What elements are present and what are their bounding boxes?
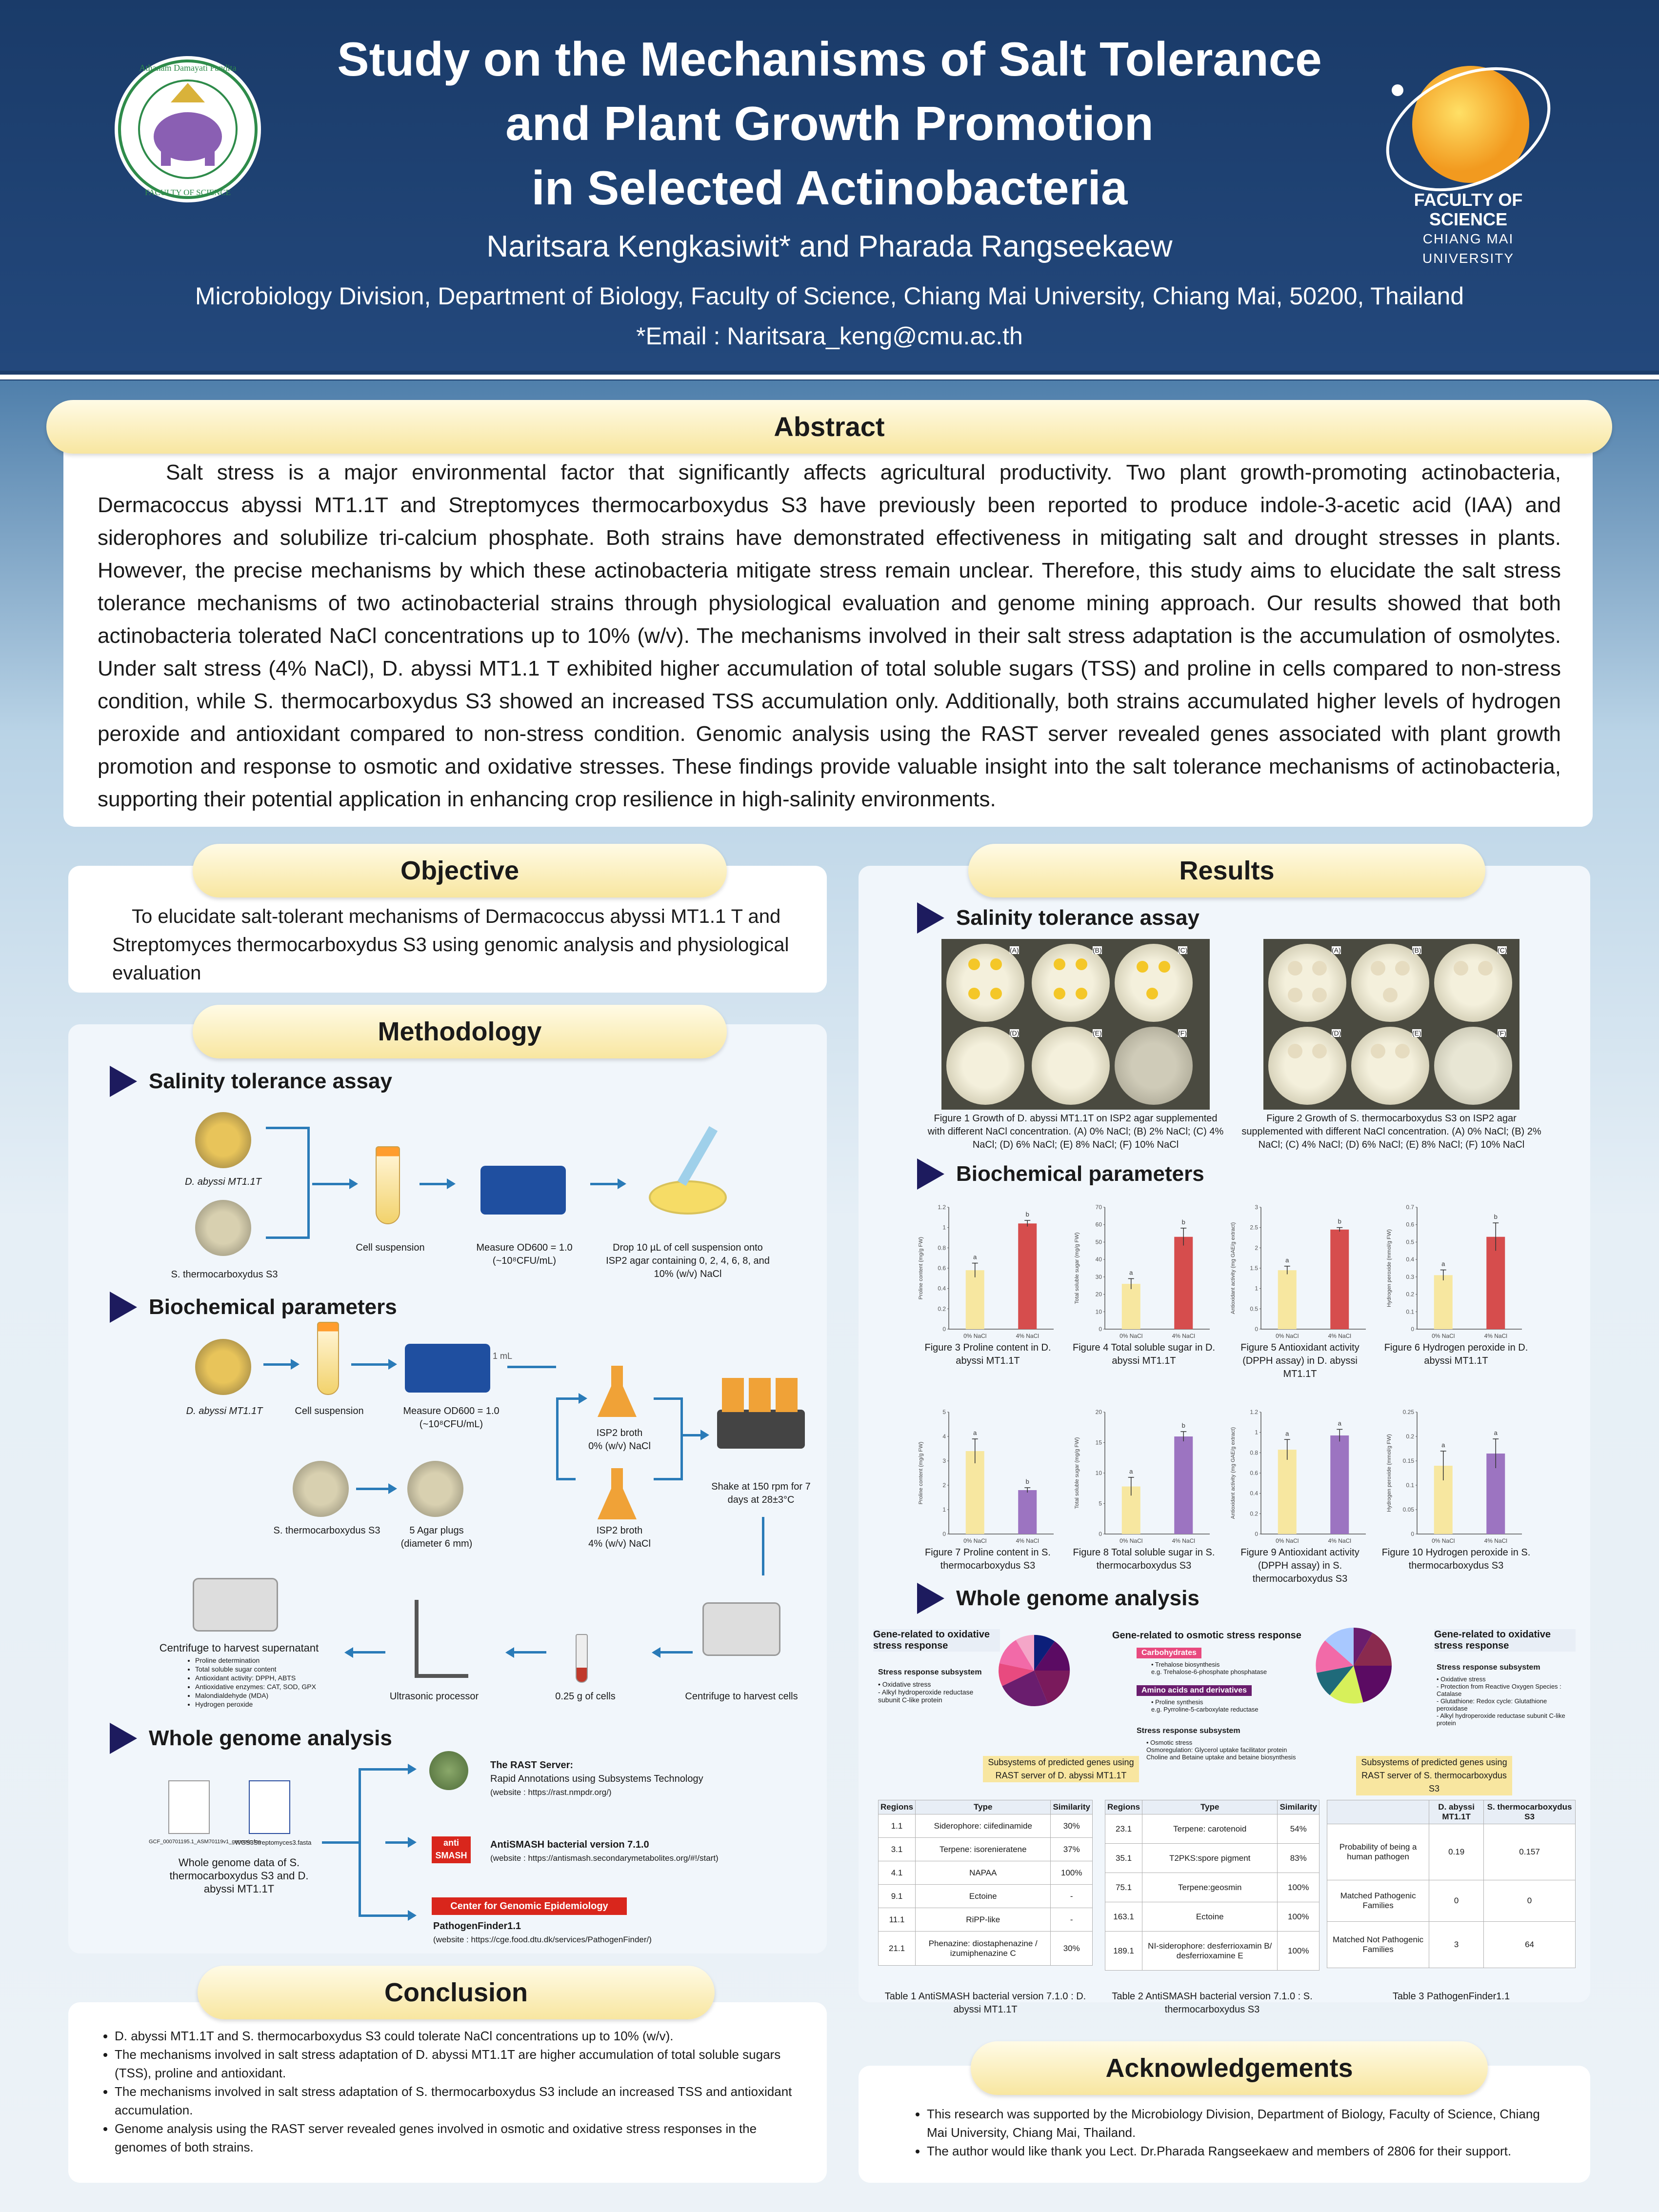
pie-chart-d-abyssi: [998, 1632, 1071, 1710]
figure-caption: Figure 8 Total soluble sugar in S. thermocarboxydus S3: [1073, 1547, 1215, 1571]
y-axis-label: Antioxidant activity (mg GAE/g extract): [1230, 1222, 1236, 1315]
arrow-right: [385, 1768, 415, 1771]
bar: [1174, 1237, 1193, 1329]
method-salinity-heading: Salinity tolerance assay: [110, 1066, 392, 1097]
osm-amino-items: • Proline synthesis e.g. Pyrroline-5-carboxylate reductase: [1151, 1698, 1259, 1713]
significance-letter: a: [1441, 1441, 1445, 1449]
objective-heading: Objective: [193, 844, 727, 897]
y-tick-label: 0.5: [1406, 1238, 1414, 1246]
abstract-text: Salt stress is a major environmental factor that significantly affects agricultural productivity. Two plant growth-promoting actinobacteria, Dermacoccus abyssi MT1.1T and Streptomyces thermocarboxydus S3 have previously been reported to produce indole-3-acetic acid (IAA) and siderophores and solubilize tri-calcium phosphate. Both strains have demonstrated effectiveness in mitigating salt and drought stresses in plants. However, the precise mechanisms by which these actinobacteria mitigate stress remain unclear. Therefore, this study aims to elucidate the salt stress tolerance mechanisms of two actinobacterial strains through physiological evaluation and genome mining approach. Our results showed that both actinobacteria tolerated NaCl concentrations up to 10% (w/v). The mechanisms involved in their salt stress adaptation is the accumulation of osmolytes. Under salt stress (4% NaCl), D. abyssi MT1.1 T exhibited higher accumulation of total soluble sugars (TSS) and proline in cells compared to non-stress condition, while S. thermocarboxydus S3 showed an increased TSS accumulation only. Additionally, both strains accumulated higher levels of hydrogen peroxide and antioxidant compared to non-stress condition. Genomic analysis using the RAST server revealed genes associated with plant growth promotion and response to osmotic and oxidative stresses. These findings provide valuable insight into the salt tolerance mechanisms of actinobacteria, supporting their potential application in enhancing crop resilience in high-salinity environments.: [98, 460, 1561, 811]
plate-s-thermo: [195, 1200, 251, 1256]
y-tick-label: 1: [1255, 1285, 1258, 1292]
y-axis-label: Proline content (mg/g FW): [918, 1441, 924, 1505]
arrow-right: [683, 1434, 707, 1436]
antismash-info: AntiSMASH bacterial version 7.1.0 (website : https://antismash.secondarymetabolites.org/#!/start): [490, 1839, 719, 1863]
bar: [1278, 1270, 1297, 1329]
triangle-icon: [917, 1158, 944, 1190]
y-tick-label: 70: [1095, 1204, 1102, 1211]
y-tick-label: 0.1: [1406, 1482, 1414, 1489]
label-cells: 0.25 g of cells: [555, 1691, 616, 1702]
tube-cells-icon: [576, 1634, 588, 1683]
y-tick-label: 0.2: [938, 1305, 946, 1313]
affiliation: Microbiology Division, Department of Biology, Faculty of Science, Chiang Mai University, Chiang Mai, 50200, Thailand: [195, 282, 1464, 310]
triangle-icon: [110, 1066, 137, 1097]
plate-agar-plugs: [407, 1461, 463, 1517]
figure-caption: Figure 5 Antioxidant activity (DPPH assay) in D. abyssi MT1.1T: [1240, 1342, 1359, 1379]
x-tick-label: 0% NaCl: [1276, 1537, 1299, 1544]
plate-label-e: (E): [1093, 1029, 1102, 1037]
bar: [1330, 1230, 1349, 1329]
label-shake: Shake at 150 rpm for 7 days at 28±3°C: [711, 1481, 811, 1505]
bar: [1434, 1275, 1453, 1329]
significance-letter: b: [1025, 1478, 1029, 1485]
y-tick-label: 0: [1099, 1531, 1102, 1537]
arrow-right: [312, 1183, 356, 1185]
significance-letter: a: [1129, 1269, 1133, 1276]
x-tick-label: 4% NaCl: [1172, 1333, 1195, 1339]
y-tick-label: 0: [1255, 1326, 1258, 1333]
y-tick-label: 10: [1095, 1470, 1102, 1476]
label-centrifuge-cells: Centrifuge to harvest cells: [685, 1691, 798, 1702]
x-tick-label: 4% NaCl: [1328, 1333, 1351, 1339]
y-axis-label: Antioxidant activity (mg GAE/g extract): [1230, 1427, 1236, 1519]
faculty-text: FACULTY OF SCIENCE CHIANG MAI UNIVERSITY: [1414, 190, 1523, 266]
plate: [1434, 1027, 1512, 1105]
x-tick-label: 0% NaCl: [963, 1537, 987, 1544]
svg-text:FACULTY OF SCIENCE: FACULTY OF SCIENCE: [144, 188, 231, 197]
cge-badge: Center for Genomic Epidemiology: [432, 1897, 627, 1915]
method-bio-heading: Biochemical parameters: [110, 1292, 397, 1323]
figure-caption: Figure 3 Proline content in D. abyssi MT1.1T: [924, 1342, 1051, 1366]
y-tick-label: 5: [942, 1409, 946, 1415]
plate-label-b: (B): [1412, 946, 1421, 954]
table3-caption: Table 3 PathogenFinder1.1: [1392, 1991, 1510, 2002]
x-tick-label: 4% NaCl: [1484, 1333, 1507, 1339]
significance-letter: a: [973, 1429, 977, 1436]
y-tick-label: 0.4: [1250, 1490, 1258, 1497]
plate-d-abyssi: [195, 1339, 251, 1395]
plate-label-c: (C): [1498, 946, 1507, 954]
label-drop: Drop 10 µL of cell suspension onto ISP2 agar containing 0, 2, 4, 6, 8, and 10% (w/v) NaCl: [606, 1242, 770, 1279]
plate: [1268, 1027, 1346, 1105]
label-1ml: 1 mL: [493, 1351, 513, 1361]
y-tick-label: 0.25: [1402, 1409, 1414, 1415]
figure-caption: Figure 9 Antioxidant activity (DPPH assay) in S. thermocarboxydus S3: [1240, 1547, 1359, 1584]
bar: [1278, 1450, 1297, 1534]
y-tick-label: 0: [1099, 1326, 1102, 1333]
fig2-plates: [1263, 939, 1519, 1110]
results-bio-heading: Biochemical parameters: [917, 1158, 1204, 1190]
plate: [1032, 1027, 1110, 1105]
osm-amino: Amino acids and derivatives: [1137, 1685, 1252, 1696]
svg-text:Athanam Damayati Pandita: Athanam Damayati Pandita: [139, 63, 237, 73]
y-tick-label: 0: [1255, 1531, 1258, 1537]
arrow-right: [263, 1363, 298, 1366]
y-tick-label: 3: [942, 1457, 946, 1464]
label-cell-suspension: Cell suspension: [295, 1406, 364, 1416]
plate: [1434, 944, 1512, 1022]
x-tick-label: 0% NaCl: [1432, 1333, 1455, 1339]
pie1-title: Gene-related to oxidative stress response: [873, 1629, 1000, 1652]
pie-chart-s-thermo: [1315, 1624, 1393, 1707]
email: *Email : Naritsara_keng@cmu.ac.th: [636, 322, 1023, 350]
y-tick-label: 0.7: [1406, 1204, 1414, 1211]
x-tick-label: 4% NaCl: [1172, 1537, 1195, 1544]
supernatant-list: • Proline determination • Total soluble sugar content • Antioxidant activity: DPPH, ABTS • Antioxidative enzymes: CAT, SOD, GPX • Malondialdehyde (MDA) • Hydrogen peroxide: [176, 1656, 316, 1709]
petri-dish-icon: [649, 1180, 727, 1215]
file1-name: GCF_000701195.1_ASM70119v1_genomic.fna: [149, 1839, 261, 1845]
figure-caption: Figure 7 Proline content in S. thermocarboxydus S3: [925, 1547, 1051, 1571]
centrifuge-icon: [193, 1578, 278, 1632]
bar: [1018, 1490, 1037, 1534]
bar: [1122, 1284, 1140, 1329]
tube-icon: [376, 1146, 400, 1224]
y-tick-label: 0: [1411, 1531, 1414, 1537]
results-heading: Results: [968, 844, 1485, 897]
osm-stress: Stress response subsystem: [1137, 1727, 1240, 1735]
methodology-heading: Methodology: [193, 1005, 727, 1058]
y-axis-label: Total soluble sugar (mg/g FW): [1074, 1232, 1080, 1304]
bar-chart-10: [1383, 1402, 1529, 1563]
tube-icon: [317, 1322, 339, 1395]
y-tick-label: 1.2: [938, 1204, 946, 1211]
y-tick-label: 0.3: [1406, 1273, 1414, 1280]
y-axis-label: Hydrogen peroxide (mmol/g FW): [1386, 1229, 1392, 1307]
figure-caption: Figure 4 Total soluble sugar in D. abyssi MT1.1T: [1072, 1342, 1215, 1366]
osm-stress-items: • Osmotic stress Osmoregulation: Glycerol uptake facilitator protein Choline and Betaine uptake and betaine biosynthesis: [1146, 1739, 1296, 1761]
bar-chart-5: [1227, 1197, 1373, 1358]
bracket-line: [266, 1127, 310, 1239]
split-line: [507, 1366, 556, 1368]
significance-letter: b: [1181, 1218, 1185, 1226]
plate-label-e: (E): [1412, 1029, 1421, 1037]
arrow-right: [351, 1363, 395, 1366]
y-tick-label: 1.2: [1250, 1409, 1258, 1415]
plate-label-f: (F): [1178, 1029, 1187, 1037]
bar-chart-4: [1071, 1197, 1217, 1358]
label-isp-0: ISP2 broth 0% (w/v) NaCl: [588, 1428, 651, 1452]
pie2-caption: Subsystems of predicted genes using RAST server of S. thermocarboxydus S3: [1356, 1756, 1512, 1795]
plate: [1268, 944, 1346, 1022]
y-tick-label: 0.5: [1250, 1305, 1258, 1313]
figure-caption: Figure 6 Hydrogen peroxide in D. abyssi MT1.1T: [1384, 1342, 1528, 1366]
pie2-title: Gene-related to oxidative stress response: [1434, 1629, 1576, 1652]
pie1-sub: Stress response subsystem: [878, 1668, 982, 1676]
significance-letter: b: [1025, 1211, 1029, 1218]
y-tick-label: 15: [1095, 1439, 1102, 1446]
x-tick-label: 0% NaCl: [1432, 1537, 1455, 1544]
table-antismash-d-abyssi: Regions Type Similarity 1.1 Siderophore: ciifedinamide 30% 3.1 Terpene: isorenieratene 37% 4.1 NAPAA 100% 9.1 Ectoine - 11.1 RiPP-like - 21.1 Phenazine: diostaphenazine / izumiphenazine C 30%: [878, 1800, 1093, 1966]
y-tick-label: 0.8: [1250, 1449, 1258, 1456]
triangle-icon: [110, 1723, 137, 1754]
abstract-heading: Abstract: [46, 400, 1612, 454]
plate-label-a: (A): [1332, 946, 1341, 954]
file-icon: [168, 1780, 210, 1834]
plate-d-abyssi: [195, 1112, 251, 1168]
shaker-icon: [717, 1410, 805, 1449]
centrifuge-icon: [702, 1602, 780, 1656]
spectrophotometer-icon: [405, 1344, 490, 1393]
y-tick-label: 0.05: [1402, 1506, 1414, 1513]
x-tick-label: 4% NaCl: [1484, 1537, 1507, 1544]
y-tick-label: 2.5: [1250, 1224, 1258, 1231]
osm-carb: Carbohydrates: [1137, 1648, 1201, 1658]
antismash-logo: anti SMASH: [432, 1836, 471, 1863]
objective-text: To elucidate salt-tolerant mechanisms of Dermacoccus abyssi MT1.1 T and Streptomyces thermocarboxydus S3 using genomic analysis and physiological evaluation: [112, 906, 789, 984]
x-tick-label: 4% NaCl: [1016, 1333, 1039, 1339]
y-tick-label: 1: [942, 1506, 946, 1513]
cge-info: PathogenFinder1.1 (website : https://cge.food.dtu.dk/services/PathogenFinder/): [433, 1921, 652, 1944]
rast-logo: [429, 1751, 468, 1790]
x-tick-label: 4% NaCl: [1016, 1537, 1039, 1544]
wg-bracket: [359, 1768, 385, 1917]
plate: [1115, 1027, 1193, 1105]
y-tick-label: 0.4: [938, 1285, 946, 1292]
y-tick-label: 60: [1095, 1221, 1102, 1228]
plate-s-thermo: [293, 1461, 349, 1517]
label-cell-suspension: Cell suspension: [356, 1242, 425, 1253]
y-tick-label: 5: [1099, 1500, 1102, 1507]
plate-label-d: (D): [1010, 1029, 1019, 1037]
results-salinity-heading: Salinity tolerance assay: [917, 902, 1199, 934]
y-tick-label: 0.6: [938, 1265, 946, 1272]
significance-letter: a: [1441, 1260, 1445, 1268]
spectrophotometer-icon: [480, 1166, 566, 1215]
arrow-right: [420, 1183, 454, 1185]
bar: [966, 1451, 984, 1534]
y-tick-label: 4: [942, 1433, 946, 1440]
plate-label-f: (F): [1498, 1029, 1506, 1037]
y-tick-label: 20: [1095, 1291, 1102, 1298]
y-axis-label: Proline content (mg/g FW): [918, 1236, 924, 1300]
plate: [946, 1027, 1024, 1105]
file-icon: [249, 1780, 290, 1834]
bar-chart-9: [1227, 1402, 1373, 1563]
x-tick-label: 0% NaCl: [1276, 1333, 1299, 1339]
bar: [1018, 1223, 1037, 1329]
x-tick-label: 4% NaCl: [1328, 1537, 1351, 1544]
significance-letter: a: [973, 1253, 977, 1261]
bar: [966, 1270, 984, 1329]
label-d-abyssi: D. abyssi MT1.1T: [186, 1406, 263, 1416]
osm-title: Gene-related to osmotic stress response: [1112, 1630, 1301, 1641]
table2-caption: Table 2 AntiSMASH bacterial version 7.1.0 : S. thermocarboxydus S3: [1112, 1991, 1313, 2015]
ultrasonic-icon: [415, 1600, 468, 1678]
conclusion-heading: Conclusion: [198, 1966, 715, 2019]
significance-letter: b: [1494, 1213, 1498, 1221]
y-tick-label: 0.15: [1402, 1457, 1414, 1464]
wg-join: [322, 1841, 361, 1844]
significance-letter: a: [1285, 1256, 1289, 1264]
plate: [1032, 944, 1110, 1022]
y-tick-label: 30: [1095, 1273, 1102, 1280]
label-wg-files: Whole genome data of S. thermocarboxydus S3 and D. abyssi MT1.1T: [169, 1856, 309, 1895]
y-tick-label: 2: [942, 1482, 946, 1489]
arrow-left: [346, 1651, 385, 1654]
arrow-right: [556, 1397, 585, 1400]
significance-letter: a: [1494, 1429, 1498, 1436]
poster-title: Study on the Mechanisms of Salt Tolerance and Plant Growth Promotion in Selected Actinobacteria: [337, 32, 1322, 215]
y-axis-label: Hydrogen peroxide (mmol/g FW): [1386, 1434, 1392, 1512]
y-tick-label: 10: [1095, 1308, 1102, 1315]
label-d-abyssi: D. abyssi MT1.1T: [185, 1176, 261, 1187]
y-tick-label: 0.2: [1250, 1510, 1258, 1517]
x-tick-label: 0% NaCl: [1119, 1537, 1143, 1544]
bar-chart-3: [915, 1197, 1061, 1358]
rast-info: The RAST Server: Rapid Annotations using Subsystems Technology (website : https://rast.nmpdr.org/): [490, 1760, 703, 1797]
bar-chart-8: [1071, 1402, 1217, 1563]
fig2-caption: Figure 2 Growth of S. thermocarboxydus S3 on ISP2 agar supplemented with different NaCl concentration. (A) 0% NaCl; (B) 2% NaCl; (C) 4% NaCl; (D) 6% NaCl; (E) 8% NaCl; (F) 10% NaCl: [1241, 1113, 1541, 1150]
label-s-thermo: S. thermocarboxydus S3: [273, 1525, 380, 1536]
label-centrifuge-sup: Centrifuge to harvest supernatant: [159, 1642, 319, 1654]
osm-carb-items: • Trehalose biosynthesis e.g. Trehalose-6-phosphate phosphatase: [1151, 1661, 1267, 1675]
y-tick-label: 1.5: [1250, 1265, 1258, 1272]
label-s-thermo: S. thermocarboxydus S3: [171, 1269, 278, 1280]
figure-caption: Figure 10 Hydrogen peroxide in S. thermocarboxydus S3: [1381, 1547, 1531, 1571]
method-wg-heading: Whole genome analysis: [110, 1723, 392, 1754]
pie1-items: • Oxidative stress - Alkyl hydroperoxide reductase subunit C-like protein: [878, 1680, 974, 1704]
arrow-down-line: [762, 1517, 764, 1575]
plate-label-d: (D): [1332, 1029, 1341, 1037]
bar-chart-7: [915, 1402, 1061, 1563]
fig1-caption: Figure 1 Growth of D. abyssi MT1.1T on ISP2 agar supplemented with different NaCl concentration. (A) 0% NaCl; (B) 2% NaCl; (C) 4% NaCl; (D) 6% NaCl; (E) 8% NaCl; (F) 10% NaCl: [927, 1113, 1224, 1150]
y-tick-label: 3: [1255, 1204, 1258, 1211]
y-axis-label: Total soluble sugar (mg/g FW): [1074, 1437, 1080, 1509]
conclusion-list: • D. abyssi MT1.1T and S. thermocarboxydus S3 could tolerate NaCl concentrations up to 10% (w/v). • The mechanisms involved in salt stress adaptation of D. abyssi MT1.1T are higher accumulation of total soluble sugars (TSS), proline and antioxidant. • The mechanisms involved in salt stress adaptation of S. thermocarboxydus S3 include an increased TSS and antioxidant accumulation. • Genome analysis using the RAST server revealed genes involved in osmotic and oxidative stress responses in the genomes of both strains.: [95, 2027, 793, 2156]
label-measure-od: Measure OD600 = 1.0 (~10⁸CFU/mL): [403, 1406, 500, 1430]
y-tick-label: 0: [942, 1531, 946, 1537]
y-tick-label: 0: [942, 1326, 946, 1333]
plate: [946, 944, 1024, 1022]
y-tick-label: 0.4: [1406, 1256, 1414, 1263]
pie2-items: • Oxidative stress - Protection from Reactive Oxygen Species : Catalase - Glutathione: Redox cycle: Glutathione peroxidase - Alkyl hydroperoxide reductase subunit C-like protein: [1437, 1675, 1565, 1727]
arrow-left: [654, 1651, 693, 1654]
y-tick-label: 1: [1255, 1429, 1258, 1436]
x-tick-label: 0% NaCl: [1119, 1333, 1143, 1339]
pie1-caption: Subsystems of predicted genes using RAST server of D. abyssi MT1.1T: [983, 1756, 1139, 1782]
y-tick-label: 0: [1411, 1326, 1414, 1333]
label-measure-od: Measure OD600 = 1.0 (~10⁸CFU/mL): [476, 1242, 573, 1266]
bar-chart-6: [1383, 1197, 1529, 1358]
y-tick-label: 0.1: [1406, 1308, 1414, 1315]
arrow-right: [590, 1183, 624, 1185]
results-wg-heading: Whole genome analysis: [917, 1583, 1199, 1614]
arrow-right: [385, 1914, 415, 1917]
significance-letter: a: [1338, 1419, 1341, 1427]
significance-letter: a: [1129, 1467, 1133, 1475]
y-tick-label: 2: [1255, 1244, 1258, 1252]
arrow-left: [507, 1651, 546, 1654]
pie2-sub: Stress response subsystem: [1437, 1663, 1540, 1672]
arrow-right: [356, 1488, 395, 1490]
table-pathogenfinder: D. abyssi MT1.1T S. thermocarboxydus S3 Probability of being a human pathogen 0.19 0.157 Matched Pathogenic Families 0 0 Matched Not Pathogenic Families 3 64: [1327, 1800, 1576, 1968]
y-tick-label: 0.2: [1406, 1291, 1414, 1298]
plate-label-a: (A): [1010, 946, 1019, 954]
triangle-icon: [917, 902, 944, 934]
triangle-icon: [917, 1583, 944, 1614]
label-agar-plugs: 5 Agar plugs (diameter 6 mm): [400, 1525, 473, 1549]
bar: [1330, 1435, 1349, 1534]
plate-label-b: (B): [1093, 946, 1102, 954]
y-tick-label: 1: [942, 1224, 946, 1231]
significance-letter: b: [1338, 1217, 1341, 1225]
fig1-plates: [941, 939, 1210, 1110]
authors: Naritsara Kengkasiwit* and Pharada Rangseekaew: [486, 230, 1173, 263]
significance-letter: a: [1285, 1430, 1289, 1437]
ack-heading: Acknowledgements: [971, 2041, 1488, 2095]
label-ultrasonic: Ultrasonic processor: [389, 1691, 479, 1702]
significance-letter: b: [1181, 1422, 1185, 1429]
bar: [1174, 1436, 1193, 1534]
ack-list: • This research was supported by the Microbiology Division, Department of Biology, Faculty of Science, Chiang Mai University, Chiang Mai, Thailand. • The author would like thank you Lect. Dr.Pharada Rangseekaew and members of 2806 for their support.: [907, 2105, 1551, 2160]
label-isp-4: ISP2 broth 4% (w/v) NaCl: [588, 1525, 651, 1549]
table-antismash-s-thermo: Regions Type Similarity 23.1 Terpene: carotenoid 54% 35.1 T2PKS:spore pigment 83% 75.1 Terpene:geosmin 100% 163.1 Ectoine 100% 189.1 NI-siderophore: desferrioxamin B/ desferrioxamine E 100%: [1105, 1800, 1319, 1971]
y-tick-label: 0.2: [1406, 1433, 1414, 1440]
x-tick-label: 0% NaCl: [963, 1333, 987, 1339]
file2-name: WGS3Streptomyces3.fasta: [235, 1839, 312, 1846]
y-tick-label: 50: [1095, 1238, 1102, 1246]
y-tick-label: 40: [1095, 1256, 1102, 1263]
header-divider: [0, 375, 1659, 379]
plate: [1115, 944, 1193, 1022]
y-tick-label: 20: [1095, 1409, 1102, 1415]
table1-caption: Table 1 AntiSMASH bacterial version 7.1.0 : D. abyssi MT1.1T: [884, 1991, 1086, 2015]
plate: [1351, 944, 1429, 1022]
y-tick-label: 0.6: [1250, 1470, 1258, 1476]
y-tick-label: 0.8: [938, 1244, 946, 1252]
merge-bracket: [654, 1397, 683, 1480]
triangle-icon: [110, 1292, 137, 1323]
plate-label-c: (C): [1178, 946, 1188, 954]
flasks-on-shaker: [722, 1378, 800, 1412]
arrow-right: [385, 1841, 415, 1844]
y-tick-label: 0.6: [1406, 1221, 1414, 1228]
plate: [1351, 1027, 1429, 1105]
